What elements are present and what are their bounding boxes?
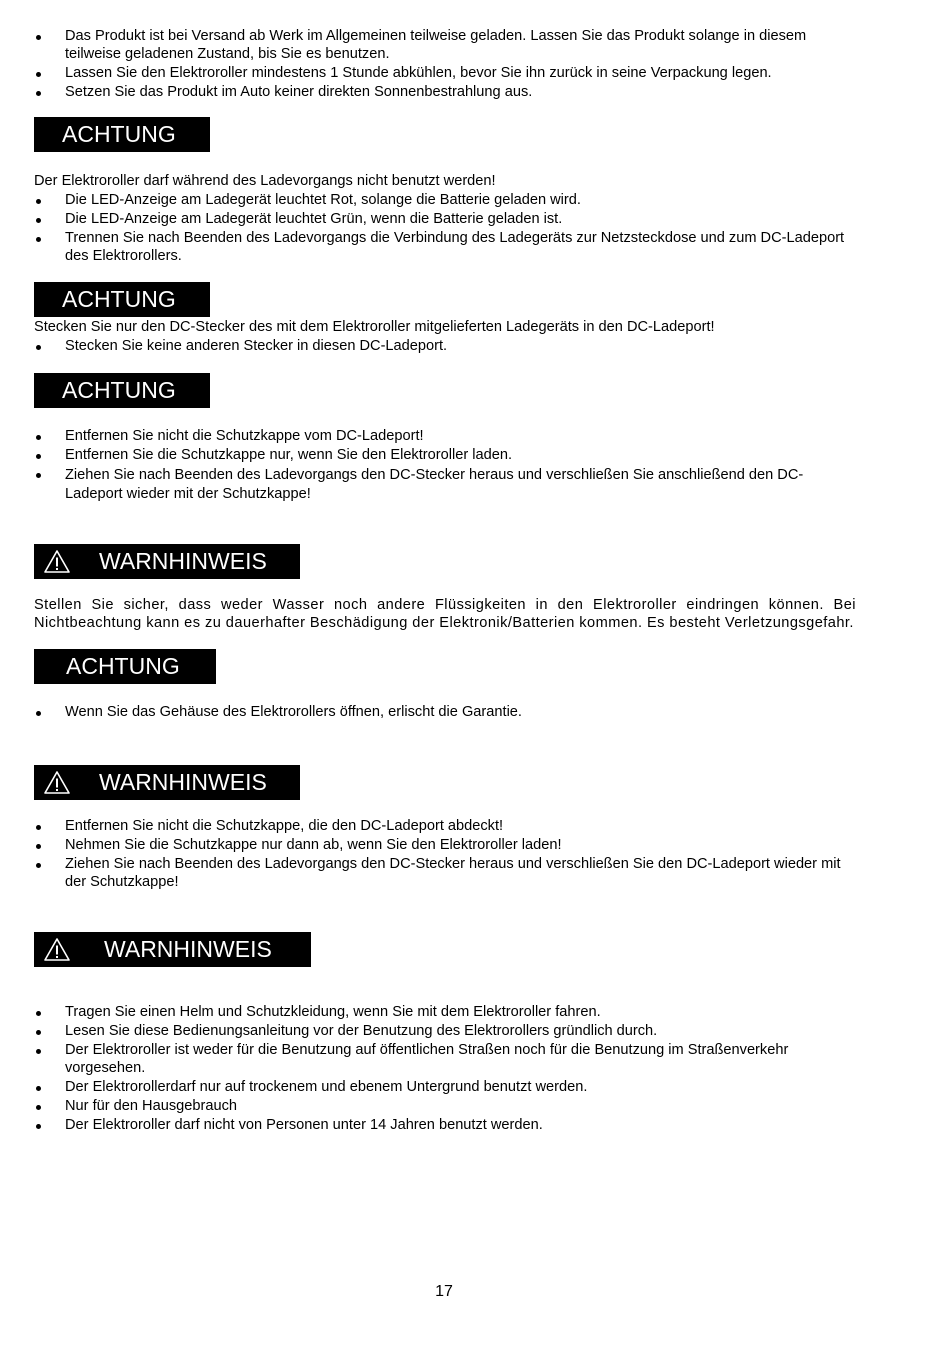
- caution-banner: [34, 117, 210, 152]
- dc-port-cap-warning-block: [34, 818, 856, 893]
- protective-cap-notes-block: [34, 428, 856, 506]
- list-item: Ziehen Sie nach Beenden des Ladevorgangs den DC-Stecker heraus und verschließen Sie den DC-Ladeport wieder mit der Schutzkappe!: [34, 856, 856, 891]
- banner-label: ACHTUNG: [66, 653, 180, 679]
- warranty-notes-block: [34, 704, 856, 723]
- list-item: Der Elektrorollerdarf nur auf trockenem und ebenem Untergrund benutzt werden.: [34, 1079, 856, 1097]
- bullet-list: [34, 818, 856, 891]
- paragraph: Der Elektroroller darf während des Ladevorgangs nicht benutzt werden!: [34, 173, 496, 189]
- bullet-list: [34, 704, 856, 722]
- banner-label: ACHTUNG: [62, 377, 176, 403]
- list-item: Entfernen Sie nicht die Schutzkappe vom DC-Ladeport!: [34, 428, 856, 446]
- warning-banner: [34, 932, 311, 967]
- list-item: Nur für den Hausgebrauch: [34, 1098, 856, 1116]
- list-item: Entfernen Sie nicht die Schutzkappe, die den DC-Ladeport abdeckt!: [34, 818, 856, 836]
- charging-notes-block: [34, 173, 856, 267]
- list-item: Das Produkt ist bei Versand ab Werk im Allgemeinen teilweise geladen. Lassen Sie das Produkt solange in diesem teilweise geladenen Zustand, bis Sie es benutzen.: [34, 28, 856, 63]
- list-item: Stecken Sie keine anderen Stecker in diesen DC-Ladeport.: [34, 338, 856, 356]
- page-number: 17: [435, 1283, 453, 1300]
- list-item: Die LED-Anzeige am Ladegerät leuchtet Rot, solange die Batterie geladen wird.: [34, 192, 856, 210]
- warning-triangle-icon: [43, 549, 71, 574]
- list-item: Der Elektroroller ist weder für die Benutzung auf öffentlichen Straßen noch für die Benutzung im Straßenverkehr vorgesehen.: [34, 1042, 856, 1077]
- list-item: Entfernen Sie die Schutzkappe nur, wenn Sie den Elektroroller laden.: [34, 447, 856, 465]
- banner-label: WARNHINWEIS: [99, 548, 267, 574]
- caution-banner: [34, 649, 216, 684]
- list-item: Trennen Sie nach Beenden des Ladevorgangs die Verbindung des Ladegeräts zur Netzsteckdose und zum DC-Ladeport des Elektrorollers.: [34, 230, 856, 265]
- banner-label: WARNHINWEIS: [99, 769, 267, 795]
- banner-label: ACHTUNG: [62, 121, 176, 147]
- water-warning-block: [34, 597, 856, 634]
- list-item: Wenn Sie das Gehäuse des Elektrorollers öffnen, erlischt die Garantie.: [34, 704, 856, 722]
- bullet-list: [34, 338, 856, 356]
- banner-label: WARNHINWEIS: [104, 936, 272, 962]
- bullet-list: [34, 1004, 856, 1134]
- bullet-list: [34, 192, 856, 265]
- bullet-list: [34, 28, 856, 101]
- paragraph: Stecken Sie nur den DC-Stecker des mit dem Elektroroller mitgelieferten Ladegeräts in den DC-Ladeport!: [34, 319, 715, 335]
- warning-triangle-icon: [43, 937, 71, 962]
- list-item: Ziehen Sie nach Beenden des Ladevorgangs den DC-Stecker heraus und verschließen Sie anschließend den DC-Ladeport wieder mit der Schutzkappe!: [34, 466, 856, 504]
- list-item: Lesen Sie diese Bedienungsanleitung vor der Benutzung des Elektrorollers gründlich durch.: [34, 1023, 856, 1041]
- list-item: Nehmen Sie die Schutzkappe nur dann ab, wenn Sie den Elektroroller laden!: [34, 837, 856, 855]
- intro-list-block: [34, 28, 856, 103]
- caution-banner: [34, 282, 210, 317]
- warning-banner: [34, 544, 300, 579]
- dc-plug-notes-block: [34, 319, 856, 357]
- list-item: Die LED-Anzeige am Ladegerät leuchtet Grün, wenn die Batterie geladen ist.: [34, 211, 856, 229]
- list-item: Der Elektroroller darf nicht von Personen unter 14 Jahren benutzt werden.: [34, 1117, 856, 1135]
- bullet-list: [34, 428, 856, 504]
- list-item: Lassen Sie den Elektroroller mindestens 1 Stunde abkühlen, bevor Sie ihn zurück in seine Verpackung legen.: [34, 65, 856, 83]
- warning-banner: [34, 765, 300, 800]
- list-item: Setzen Sie das Produkt im Auto keiner direkten Sonnenbestrahlung aus.: [34, 84, 856, 102]
- list-item: Tragen Sie einen Helm und Schutzkleidung, wenn Sie mit dem Elektroroller fahren.: [34, 1004, 856, 1022]
- caution-banner: [34, 373, 210, 408]
- paragraph: Stellen Sie sicher, dass weder Wasser noch andere Flüssigkeiten in den Elektroroller eindringen können. Bei Nichtbeachtung kann es zu dauerhafter Beschädigung der Elektronik/Batterien kommen. Es besteht Verletzungsgefahr.: [34, 597, 856, 631]
- warning-triangle-icon: [43, 770, 71, 795]
- safety-usage-block: [34, 1004, 856, 1136]
- banner-label: ACHTUNG: [62, 286, 176, 312]
